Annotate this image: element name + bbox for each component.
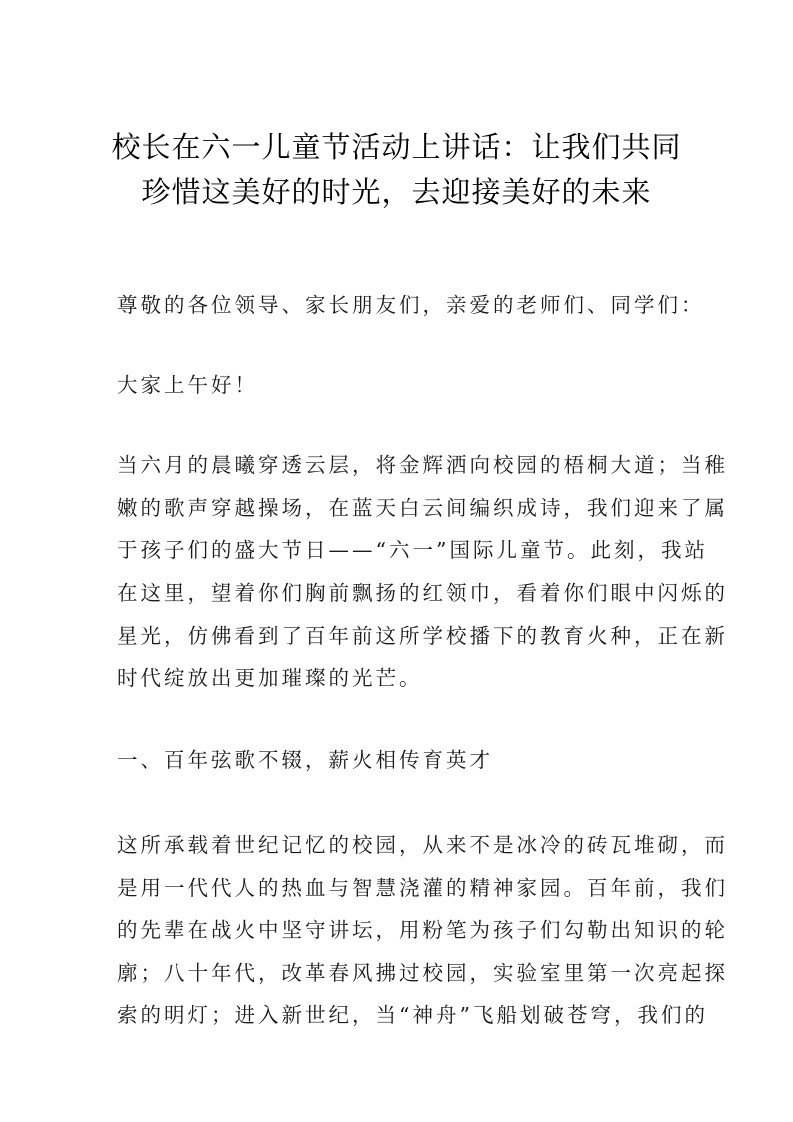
salutation: 尊敬的各位领导、家长朋友们，亲爱的老师们、同学们：: [117, 293, 705, 317]
section-1-heading: 一、百年弦歌不辍，薪火相传育英才: [117, 748, 493, 772]
document-title-line-2: 珍惜这美好的时光，去迎接美好的未来: [141, 175, 652, 209]
document-title-line-1: 校长在六一儿童节活动上讲话：让我们共同: [111, 130, 682, 164]
paragraph-2-line: 廓；八十年代，改革春风拂过校园，实验室里第一次亮起探: [117, 961, 728, 985]
paragraph-1-line: 嫩的歌声穿越操场，在蓝天白云间编织成诗，我们迎来了属: [117, 496, 728, 520]
paragraph-1-line: 在这里，望着你们胸前飘扬的红领巾，看着你们眼中闪烁的: [117, 581, 728, 605]
paragraph-1-line: 当六月的晨曦穿透云层，将金辉洒向校园的梧桐大道；当稚: [117, 453, 728, 477]
paragraph-2-line: 这所承载着世纪记忆的校园，从来不是冰冷的砖瓦堆砌，而: [117, 833, 728, 857]
paragraph-1-line: 时代绽放出更加璀璨的光芒。: [117, 666, 423, 690]
paragraph-1-line: 星光，仿佛看到了百年前这所学校播下的教育火种，正在新: [117, 624, 728, 648]
paragraph-2-line: 的先辈在战火中坚守讲坛，用粉笔为孩子们勾勒出知识的轮: [117, 918, 728, 942]
paragraph-2-line: 索的明灯；进入新世纪，当“神舟”飞船划破苍穹，我们的: [117, 1003, 708, 1027]
paragraph-1-line: 于孩子们的盛大节日——“六一”国际儿童节。此刻，我站: [117, 538, 708, 562]
greeting: 大家上午好！: [117, 373, 258, 397]
paragraph-2-line: 是用一代代人的热血与智慧浇灌的精神家园。百年前，我们: [117, 876, 728, 900]
